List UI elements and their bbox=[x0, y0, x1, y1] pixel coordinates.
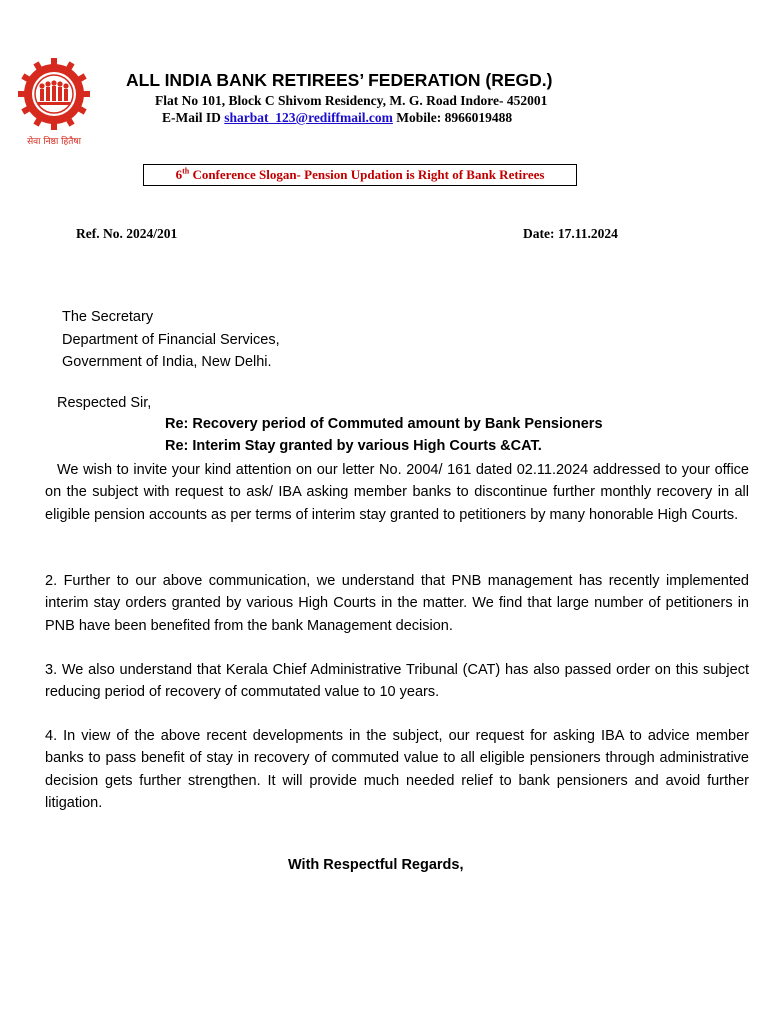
reference-number: Ref. No. 2024/201 bbox=[76, 226, 178, 241]
subject-line-2: Re: Interim Stay granted by various High Courts &CAT. bbox=[165, 438, 542, 454]
email-label: E-Mail ID bbox=[162, 110, 221, 125]
slogan-superscript: th bbox=[182, 166, 190, 176]
recipient-line: Department of Financial Services, bbox=[62, 331, 280, 348]
salutation: Respected Sir, bbox=[57, 395, 152, 411]
closing-regards: With Respectful Regards, bbox=[288, 857, 464, 873]
body-paragraph-4: 4. In view of the above recent developments in the subject, our request for asking IBA to advice member banks to pass benefit of stay in recovery of commuted value to all eligible pensioners through administrative decision gets further strengthen. It will provide much needed relief to bank pensioners and avoid further litigation. bbox=[45, 728, 749, 811]
organization-address: Flat No 101, Block C Shivom Residency, M. G. Road Indore- 452001 bbox=[155, 93, 548, 108]
email-link[interactable]: sharbat_123@rediffmail.com bbox=[224, 110, 393, 125]
mobile-number: Mobile: 8966019488 bbox=[396, 110, 513, 125]
contact-line bbox=[162, 110, 512, 126]
body-paragraph-3: 3. We also understand that Kerala Chief Administrative Tribunal (CAT) has also passed order on this subject reducing period of recovery of commutated value to 10 years. bbox=[45, 662, 749, 701]
recipient-address bbox=[62, 306, 280, 374]
subject-line-1: Re: Recovery period of Commuted amount by Bank Pensioners bbox=[165, 416, 603, 432]
body-paragraph-2: 2. Further to our above communication, we understand that PNB management has recently implemented interim stay orders granted by various High Courts in the matter. We find that large number of petitioners in PNB have been benefited from the bank Management decision. bbox=[45, 573, 749, 634]
gear-emblem-icon bbox=[18, 56, 90, 148]
slogan-text: Conference Slogan- Pension Updation is Right of Bank Retirees bbox=[189, 167, 545, 182]
logo-motto: सेवा निष्ठा हितैषा bbox=[27, 137, 81, 147]
organization-name: ALL INDIA BANK RETIREES’ FEDERATION (REGD.) bbox=[126, 70, 553, 90]
recipient-line: Government of India, New Delhi. bbox=[62, 354, 272, 370]
federation-logo bbox=[18, 56, 90, 148]
slogan-number: 6 bbox=[175, 167, 183, 182]
body-paragraph-1: We wish to invite your kind attention on our letter No. 2004/ 161 dated 02.11.2024 addressed to your office on the subject with request to ask/ IBA asking member banks to discontinue further monthly recovery in all eligible pension accounts as per terms of interim stay granted to petitioners by many honorable High Courts. bbox=[45, 462, 749, 523]
conference-slogan bbox=[143, 164, 577, 186]
letter-date: Date: 17.11.2024 bbox=[523, 226, 618, 241]
recipient-line: The Secretary bbox=[62, 309, 154, 325]
